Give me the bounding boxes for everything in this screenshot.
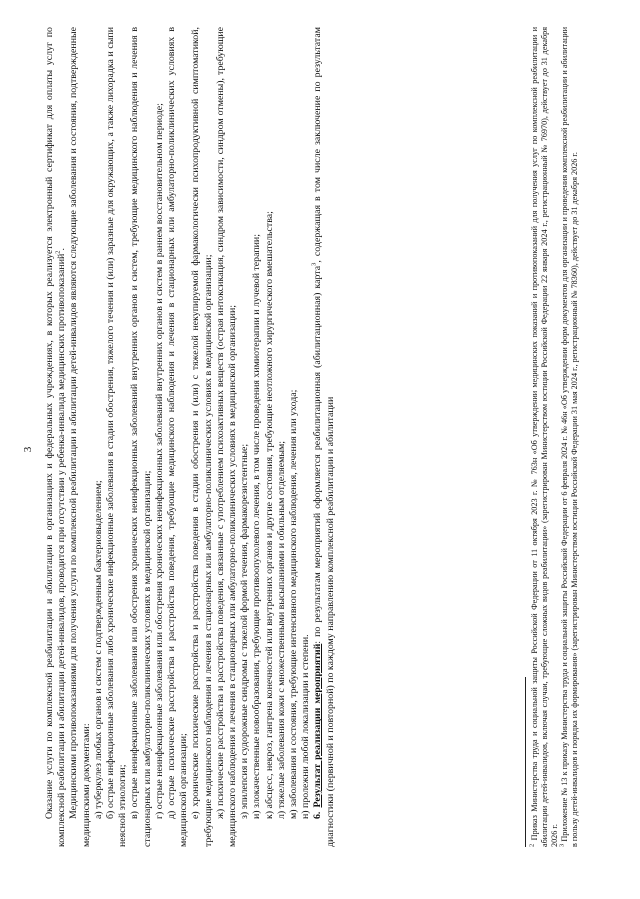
paragraph-text: Оказание услуги по комплексной реабилитации и абилитации в организациях и федеральных учреждениях, в которых реализуется электронный сертификат для оплаты услуг по комплексной реабилитации и абилитации детей-инвалидов, проводится при отсутствии у ребенка-инвалида медицинских противопоказаний [44, 27, 68, 847]
list-item-zh: ж) психические расстройства и расстройства поведения, связанные с употреблением психоактивных веществ (острая интоксикация, синдром зависимости, синдром отмены), требующие медицинского наблюдения и лечения в стационарных или амбулаторно-поликлинических условиях в медицинской организации; [214, 27, 239, 847]
list-item-a: а) туберкулез любых органов и систем с подтвержденным бактериовыделением; [92, 480, 104, 819]
section-6-text-a: : по результатам мероприятий оформляется реабилитационная (абилитационная) карта [312, 265, 324, 644]
footnote-ref-2: 2 [54, 250, 62, 254]
list-item-z: з) эпилепсия и судорожные синдромы с тяжелой формой течения, фармакорезистентные; [239, 443, 251, 819]
paragraph-contraindications-intro: Медицинскими противопоказаниями для получения услуги по комплексной реабилитации и абилитации детей-инвалидов являются следующие заболевания и состояния, подтвержденные медицинскими документами: [68, 27, 92, 847]
list-item-m: м) заболевания и состояния, требующие интенсивного медицинского наблюдения, лечения или ухода; [288, 389, 300, 819]
list-item-v: в) острые неинфекционные заболевания или обострения хронических неинфекционных заболеваний внутренних органов и систем, требующие медицинского наблюдения и лечения в стационарных или амбулаторно-поликлинических условиях в медицинской организации; [129, 27, 153, 847]
document-body [44, 27, 337, 847]
list-item-d: д) острые психические расстройства и расстройства поведения, требующие медицинского наблюдения и лечения в стационарных или амбулаторно-поликлинических условиях в медицинской организации; [166, 27, 190, 847]
list-item-g: г) острые неинфекционные заболевания или обострения хронических неинфекционных заболеваний внутренних органов и систем в раннем восстановительном периоде; [153, 103, 165, 819]
footnotes [525, 27, 580, 847]
footnote-3-number: 3 [558, 843, 566, 847]
list-item-k: к) абсцесс, некроз, гангрена конечностей или внутренних органов и другие состояния, требующие неотложного хирургического вмешательства; [263, 211, 275, 819]
paragraph-eligibility [44, 27, 68, 847]
list-item-i: и) злокачественные новообразования, требующие противоопухолевого лечения, в том числе проведения химиотерапии и лучевой терапии; [251, 234, 263, 819]
list-item-l: л) тяжелые заболевания кожи с множественными высыпаниями и обильным отделяемым; [275, 441, 287, 819]
footnote-divider [525, 677, 526, 847]
footnote-3 [560, 27, 580, 847]
page-number: 3 [22, 446, 34, 453]
footnote-2-text: Приказ Министерства труда и социальной защиты Российской Федерации от 11 октября 2023 г. № 763н «Об утверждении медицинских показаний и противопоказаний для получения услуг по комплексной реабилитации и абилитации детей-инвалидов, включая случаи, требующие сложных видов реабилитации» (зарегистрирован Министерством юстиции Российской Федерации 22 января 2024 г., регистрационный № 76970), действует до 31 декабря 2026 г. [530, 27, 559, 847]
footnote-2 [530, 27, 560, 847]
footnote-2-number: 2 [528, 843, 536, 847]
list-item-n: н) пролежни любой локализации и степени. [300, 634, 312, 819]
section-6-number: 6. [312, 811, 324, 819]
footnote-3-text: Приложение № 13 к приказу Министерства труда и социальной защиты Российской Федерации от 6 февраля 2024 г. № 46н «Об утверждении форм документов для организации и проведения комплексной реабилитации и абилитации в пользу детей-инвалидов и порядка их формирования» (зарегистрирован Министерством юстиции Российской Федерации 31 мая 2024 г., регистрационный № 78360), действует до 31 декабря 2026 г. [560, 27, 579, 847]
section-6-text-b: , содержащая в том числе заключение по результатам диагностики (первичной и повторной) по каждому направлению комплексной реабилитации и абилитации [312, 26, 336, 847]
paragraph-end: . [56, 248, 68, 251]
footnote-ref-3: 3 [311, 262, 319, 266]
section-6-title: Результат реализации мероприятий [312, 643, 324, 808]
section-6-paragraph [312, 27, 336, 847]
list-item-e: е) хронические психические расстройства и расстройства поведения в стадии обострения и (или) с тяжелой некупируемой фармакологически психопродуктивной симптоматикой, требующие медицинского наблюдения и лечения в стационарных или амбулаторно-поликлинических условиях в медицинской организации; [190, 27, 214, 847]
list-item-b: б) острые инфекционные заболевания либо хронические инфекционные заболевания в стадии обострения, тяжелого течения и (или) заразные для окружающих, а также лихорадка и сыпи неясной этиологии; [105, 27, 129, 847]
